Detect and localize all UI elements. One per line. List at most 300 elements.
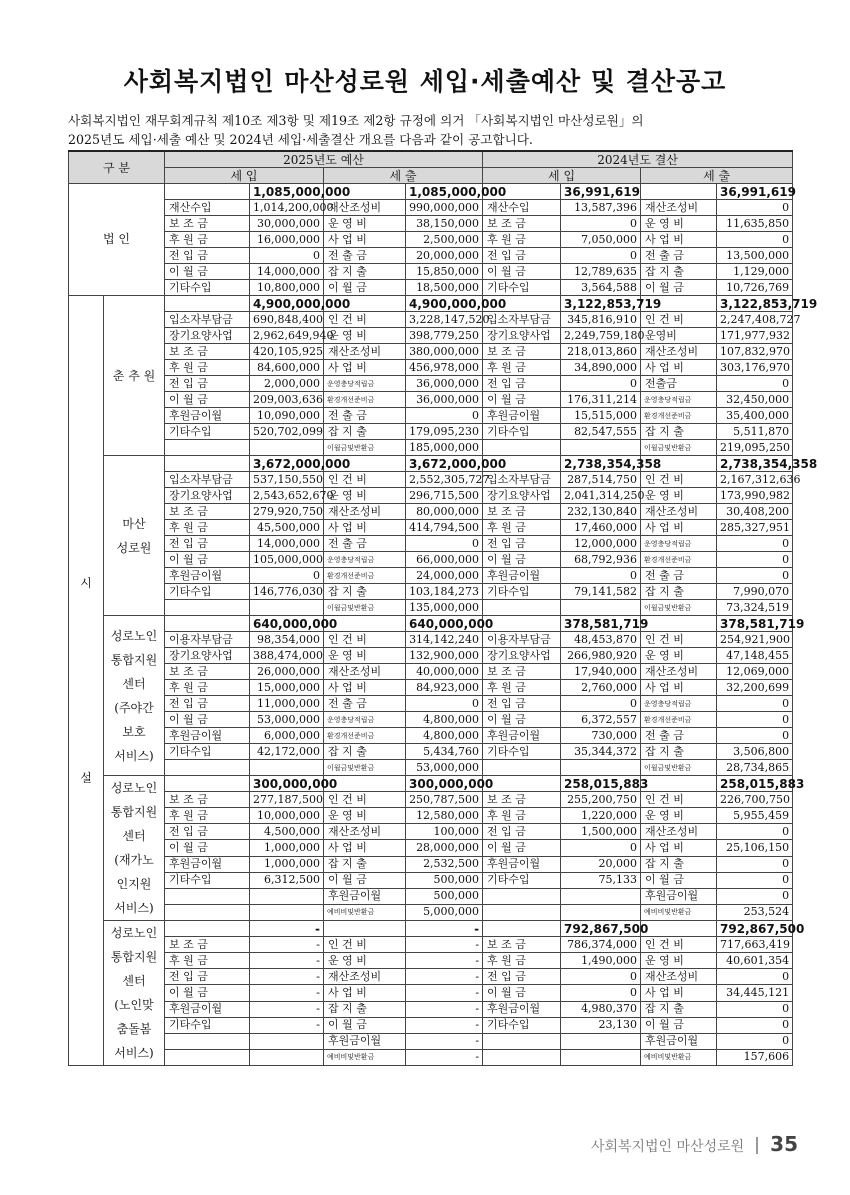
header-settle-expense: 세 출: [641, 168, 793, 184]
settle-expense-amount: 0: [717, 376, 793, 392]
settle-expense-total: 36,991,619: [717, 184, 793, 200]
settle-expense-item: 예비비및반환금: [641, 1049, 717, 1065]
budget-expense-amount: 15,850,000: [406, 264, 483, 280]
table-row: [69, 360, 793, 376]
budget-revenue-amount: 1,014,200,000: [250, 200, 324, 216]
budget-revenue-amount: 0: [250, 568, 324, 584]
blank-cell: [165, 776, 250, 792]
budget-revenue-item: 보 조 금: [165, 504, 250, 520]
settle-expense-item: 예비비및반환금: [641, 904, 717, 920]
budget-revenue-item: 후원금이월: [165, 856, 250, 872]
budget-expense-item: 잡 지 출: [324, 856, 406, 872]
settle-revenue-item: 입소자부담금: [483, 472, 561, 488]
budget-expense-item: 전 출 금: [324, 536, 406, 552]
settle-revenue-amount: [561, 1049, 641, 1065]
settle-revenue-amount: 1,220,000: [561, 808, 641, 824]
budget-expense-amount: 5,434,760: [406, 744, 483, 760]
table-row: [69, 552, 793, 568]
budget-revenue-amount: 84,600,000: [250, 360, 324, 376]
budget-expense-item: 이월금및반환금: [324, 600, 406, 616]
table-row: [69, 344, 793, 360]
page-title: 사회복지법인 마산성로원 세입·세출예산 및 결산공고: [123, 67, 727, 96]
budget-revenue-total: 1,085,000,000: [250, 184, 324, 200]
settle-expense-item: 잡 지 출: [641, 424, 717, 440]
budget-expense-item: 사 업 비: [324, 232, 406, 248]
settle-expense-amount: 2,167,312,636: [717, 472, 793, 488]
budget-expense-amount: 53,000,000: [406, 760, 483, 776]
table-row: [69, 664, 793, 680]
page-number: 35: [770, 1132, 798, 1156]
budget-expense-amount: 5,000,000: [406, 904, 483, 920]
budget-expense-amount: 4,800,000: [406, 712, 483, 728]
budget-expense-item: 이 월 금: [324, 1017, 406, 1033]
settle-expense-amount: 0: [717, 824, 793, 840]
blank-cell: [641, 921, 717, 937]
budget-revenue-amount: 2,000,000: [250, 376, 324, 392]
table-row: [69, 600, 793, 616]
settle-revenue-item: 보 조 금: [483, 664, 561, 680]
settle-expense-amount: 47,148,455: [717, 648, 793, 664]
budget-revenue-amount: 388,474,000: [250, 648, 324, 664]
settle-revenue-item: 보 조 금: [483, 937, 561, 953]
table-row: [69, 632, 793, 648]
settle-revenue-item: 입소자부담금: [483, 312, 561, 328]
settle-revenue-total: 378,581,719: [561, 616, 641, 632]
budget-expense-amount: 36,000,000: [406, 376, 483, 392]
settle-revenue-amount: 0: [561, 969, 641, 985]
budget-revenue-item: 장기요양사업: [165, 648, 250, 664]
budget-expense-amount: 398,779,250: [406, 328, 483, 344]
budget-expense-amount: 4,800,000: [406, 728, 483, 744]
settle-expense-amount: 1,129,000: [717, 264, 793, 280]
header-settle-revenue: 세 입: [483, 168, 641, 184]
settle-expense-item: 전 출 금: [641, 248, 717, 264]
settle-expense-amount: 285,327,951: [717, 520, 793, 536]
budget-expense-item: 이월금및반환금: [324, 760, 406, 776]
settle-revenue-item: 전 입 금: [483, 536, 561, 552]
budget-expense-total: -: [406, 921, 483, 937]
facility-group-label: 시 설: [69, 296, 104, 1066]
settle-revenue-item: 장기요양사업: [483, 328, 561, 344]
intro-line-2: 2025년도 세입·세출 예산 및 2024년 세입·세출결산 개요를 다음과 같이 공고합니다.: [68, 132, 533, 147]
budget-expense-item: 인 건 비: [324, 632, 406, 648]
table-row: [69, 392, 793, 408]
settle-expense-item: 사 업 비: [641, 232, 717, 248]
budget-expense-amount: 66,000,000: [406, 552, 483, 568]
section-name: 춘 추 원: [104, 296, 165, 456]
table-row: [69, 1033, 793, 1049]
settle-revenue-amount: [561, 440, 641, 456]
settle-revenue-item: 후 원 금: [483, 360, 561, 376]
table-row: [69, 969, 793, 985]
section-total-row: [69, 184, 793, 200]
budget-revenue-amount: -: [250, 953, 324, 969]
budget-revenue-amount: 10,090,000: [250, 408, 324, 424]
settle-revenue-item: 기타수입: [483, 1017, 561, 1033]
settle-expense-amount: 40,601,354: [717, 953, 793, 969]
budget-expense-amount: -: [406, 953, 483, 969]
table-row: [69, 488, 793, 504]
budget-revenue-amount: 0: [250, 248, 324, 264]
settle-revenue-amount: 2,760,000: [561, 680, 641, 696]
budget-revenue-amount: 209,003,636: [250, 392, 324, 408]
budget-revenue-item: 기타수입: [165, 424, 250, 440]
settle-revenue-item: 이 월 금: [483, 552, 561, 568]
budget-expense-amount: 103,184,273: [406, 584, 483, 600]
settle-expense-amount: 13,500,000: [717, 248, 793, 264]
budget-expense-amount: 990,000,000: [406, 200, 483, 216]
budget-revenue-item: [165, 600, 250, 616]
budget-expense-item: 잡 지 출: [324, 424, 406, 440]
settle-revenue-item: 후 원 금: [483, 680, 561, 696]
budget-expense-amount: 38,150,000: [406, 216, 483, 232]
budget-expense-item: 인 건 비: [324, 792, 406, 808]
settle-revenue-amount: 0: [561, 216, 641, 232]
settle-revenue-amount: 0: [561, 568, 641, 584]
budget-revenue-total: 3,672,000,000: [250, 456, 324, 472]
budget-revenue-item: 이 월 금: [165, 392, 250, 408]
budget-expense-item: 운영충당적립금: [324, 376, 406, 392]
settle-expense-amount: 0: [717, 969, 793, 985]
budget-expense-item: 환경개선준비금: [324, 568, 406, 584]
settle-expense-item: 전출금: [641, 376, 717, 392]
budget-revenue-item: [165, 1033, 250, 1049]
settle-revenue-amount: 13,587,396: [561, 200, 641, 216]
settle-revenue-amount: [561, 760, 641, 776]
budget-expense-amount: 185,000,000: [406, 440, 483, 456]
table-row: [69, 760, 793, 776]
table-row: [69, 904, 793, 920]
budget-revenue-amount: 45,500,000: [250, 520, 324, 536]
settle-expense-item: 이 월 금: [641, 280, 717, 296]
budget-expense-item: 운영충당적립금: [324, 712, 406, 728]
section-name: 성로노인 통합지원 센터 (주야간 보호 서비스): [104, 616, 165, 776]
settle-expense-item: 사 업 비: [641, 520, 717, 536]
section-total-row: [69, 921, 793, 937]
table-row: [69, 744, 793, 760]
settle-expense-item: 전 출 금: [641, 728, 717, 744]
table-row: [69, 376, 793, 392]
budget-expense-total: 1,085,000,000: [406, 184, 483, 200]
settle-revenue-item: [483, 904, 561, 920]
budget-revenue-amount: -: [250, 985, 324, 1001]
budget-expense-item: 사 업 비: [324, 520, 406, 536]
settle-expense-amount: 73,324,519: [717, 600, 793, 616]
settle-expense-item: 운 영 비: [641, 648, 717, 664]
settle-revenue-amount: 0: [561, 248, 641, 264]
budget-revenue-item: 입소자부담금: [165, 472, 250, 488]
budget-revenue-amount: 2,962,649,940: [250, 328, 324, 344]
budget-revenue-amount: [250, 600, 324, 616]
settle-revenue-amount: 20,000: [561, 856, 641, 872]
settle-expense-item: 재산조성비: [641, 344, 717, 360]
budget-revenue-amount: 6,312,500: [250, 872, 324, 888]
settle-revenue-item: [483, 1033, 561, 1049]
settle-expense-amount: 35,400,000: [717, 408, 793, 424]
budget-revenue-item: 후원금이월: [165, 408, 250, 424]
settle-revenue-item: 이 월 금: [483, 392, 561, 408]
budget-expense-item: 인 건 비: [324, 472, 406, 488]
budget-expense-item: 예비비및반환금: [324, 1049, 406, 1065]
blank-cell: [165, 921, 250, 937]
budget-expense-item: 운 영 비: [324, 808, 406, 824]
budget-expense-amount: -: [406, 969, 483, 985]
table-row: [69, 840, 793, 856]
settle-expense-item: 재산조성비: [641, 664, 717, 680]
budget-revenue-amount: 26,000,000: [250, 664, 324, 680]
table-row: [69, 424, 793, 440]
budget-expense-amount: 380,000,000: [406, 344, 483, 360]
budget-revenue-item: 장기요양사업: [165, 328, 250, 344]
settle-expense-item: 이 월 금: [641, 1017, 717, 1033]
settle-revenue-item: [483, 760, 561, 776]
table-row: [69, 888, 793, 904]
table-row: [69, 536, 793, 552]
settle-revenue-item: [483, 600, 561, 616]
settle-expense-amount: 0: [717, 856, 793, 872]
budget-expense-amount: -: [406, 1001, 483, 1017]
budget-expense-item: 이월금및반환금: [324, 440, 406, 456]
settle-revenue-amount: 17,940,000: [561, 664, 641, 680]
table-row: [69, 280, 793, 296]
budget-revenue-amount: 6,000,000: [250, 728, 324, 744]
settle-expense-item: 운 영 비: [641, 216, 717, 232]
settle-expense-amount: 0: [717, 1017, 793, 1033]
settle-revenue-amount: [561, 1033, 641, 1049]
settle-revenue-item: 장기요양사업: [483, 488, 561, 504]
settle-expense-item: 재산조성비: [641, 504, 717, 520]
budget-revenue-amount: 277,187,500: [250, 792, 324, 808]
settle-expense-amount: 25,106,150: [717, 840, 793, 856]
settle-expense-item: 재산조성비: [641, 824, 717, 840]
settle-revenue-amount: 12,789,635: [561, 264, 641, 280]
settle-revenue-item: 후원금이월: [483, 1001, 561, 1017]
settle-revenue-amount: 0: [561, 376, 641, 392]
table-row: [69, 1001, 793, 1017]
settle-expense-item: 사 업 비: [641, 840, 717, 856]
budget-expense-amount: 2,532,500: [406, 856, 483, 872]
budget-expense-item: 전 출 금: [324, 696, 406, 712]
budget-expense-amount: 80,000,000: [406, 504, 483, 520]
budget-revenue-amount: 279,920,750: [250, 504, 324, 520]
budget-revenue-total: 640,000,000: [250, 616, 324, 632]
table-row: [69, 1017, 793, 1033]
blank-cell: [641, 776, 717, 792]
settle-expense-amount: 226,700,750: [717, 792, 793, 808]
settle-revenue-item: 기타수입: [483, 424, 561, 440]
budget-expense-item: 사 업 비: [324, 840, 406, 856]
settle-expense-amount: 0: [717, 712, 793, 728]
budget-expense-item: 이 월 금: [324, 280, 406, 296]
settle-revenue-item: 이 월 금: [483, 840, 561, 856]
settle-expense-item: 전 출 금: [641, 568, 717, 584]
budget-expense-item: 사 업 비: [324, 360, 406, 376]
settle-revenue-item: 전 입 금: [483, 376, 561, 392]
budget-revenue-item: 이용자부담금: [165, 632, 250, 648]
budget-expense-amount: 414,794,500: [406, 520, 483, 536]
budget-revenue-amount: 98,354,000: [250, 632, 324, 648]
budget-expense-amount: 0: [406, 408, 483, 424]
settle-revenue-amount: 75,133: [561, 872, 641, 888]
section-name: 성로노인 통합지원 센터 (노인맞 춤돌봄 서비스): [104, 921, 165, 1066]
budget-revenue-item: 전 입 금: [165, 248, 250, 264]
settle-revenue-amount: 218,013,860: [561, 344, 641, 360]
settle-expense-amount: 32,200,699: [717, 680, 793, 696]
settle-revenue-item: [483, 440, 561, 456]
budget-revenue-item: 기타수입: [165, 584, 250, 600]
budget-expense-item: 운 영 비: [324, 648, 406, 664]
header-settlement-2024: 2024년도 결산: [483, 151, 793, 168]
section-name: 마산 성로원: [104, 456, 165, 616]
settle-revenue-item: 이 월 금: [483, 712, 561, 728]
settle-expense-total: 258,015,883: [717, 776, 793, 792]
table-row: [69, 200, 793, 216]
table-row: [69, 680, 793, 696]
budget-revenue-amount: -: [250, 937, 324, 953]
settle-revenue-item: 보 조 금: [483, 504, 561, 520]
settle-expense-item: 인 건 비: [641, 472, 717, 488]
settle-revenue-item: 기타수입: [483, 280, 561, 296]
budget-revenue-amount: 420,105,925: [250, 344, 324, 360]
settle-revenue-item: 전 입 금: [483, 969, 561, 985]
budget-expense-item: 후원금이월: [324, 1033, 406, 1049]
budget-expense-amount: 500,000: [406, 888, 483, 904]
budget-expense-item: 재산조성비: [324, 969, 406, 985]
settle-revenue-item: 보 조 금: [483, 344, 561, 360]
budget-expense-amount: 20,000,000: [406, 248, 483, 264]
settle-revenue-amount: 34,890,000: [561, 360, 641, 376]
table-row: [69, 584, 793, 600]
settle-expense-amount: 32,450,000: [717, 392, 793, 408]
budget-expense-total: 640,000,000: [406, 616, 483, 632]
table-row: [69, 1049, 793, 1065]
budget-expense-amount: 0: [406, 536, 483, 552]
budget-revenue-amount: [250, 1049, 324, 1065]
settle-revenue-item: 기타수입: [483, 872, 561, 888]
section-name-law: 법 인: [69, 184, 165, 296]
budget-revenue-amount: [250, 904, 324, 920]
settle-revenue-item: 후원금이월: [483, 568, 561, 584]
settle-revenue-item: 기타수입: [483, 744, 561, 760]
settle-expense-item: 잡 지 출: [641, 584, 717, 600]
table-row: [69, 568, 793, 584]
budget-expense-item: 환경개선준비금: [324, 392, 406, 408]
budget-expense-amount: 0: [406, 696, 483, 712]
settle-expense-amount: 0: [717, 1001, 793, 1017]
budget-expense-amount: 250,787,500: [406, 792, 483, 808]
budget-revenue-item: 후 원 금: [165, 360, 250, 376]
table-row: [69, 408, 793, 424]
settle-revenue-amount: 17,460,000: [561, 520, 641, 536]
budget-revenue-item: 이 월 금: [165, 552, 250, 568]
budget-revenue-item: 후원금이월: [165, 568, 250, 584]
budget-expense-item: 운 영 비: [324, 953, 406, 969]
budget-revenue-amount: 10,800,000: [250, 280, 324, 296]
table-row: [69, 985, 793, 1001]
settle-expense-item: 이월금및반환금: [641, 760, 717, 776]
budget-revenue-amount: 1,000,000: [250, 840, 324, 856]
settle-expense-amount: 0: [717, 568, 793, 584]
budget-revenue-amount: 105,000,000: [250, 552, 324, 568]
budget-expense-amount: 132,900,000: [406, 648, 483, 664]
budget-settlement-table: [68, 150, 818, 1066]
settle-expense-amount: 0: [717, 200, 793, 216]
settle-revenue-amount: 2,041,314,250: [561, 488, 641, 504]
budget-expense-item: 재산조성비: [324, 344, 406, 360]
table-row: [69, 472, 793, 488]
settle-revenue-amount: 786,374,000: [561, 937, 641, 953]
table-row: [69, 824, 793, 840]
budget-expense-amount: 2,552,305,727: [406, 472, 483, 488]
budget-expense-amount: 100,000: [406, 824, 483, 840]
settle-expense-amount: 7,990,070: [717, 584, 793, 600]
budget-expense-total: 4,900,000,000: [406, 296, 483, 312]
budget-revenue-item: 보 조 금: [165, 792, 250, 808]
budget-expense-item: 예비비및반환금: [324, 904, 406, 920]
budget-revenue-item: 이 월 금: [165, 985, 250, 1001]
settle-revenue-amount: 4,980,370: [561, 1001, 641, 1017]
settle-revenue-item: [483, 888, 561, 904]
settle-revenue-amount: 2,249,759,180: [561, 328, 641, 344]
settle-revenue-item: 후 원 금: [483, 520, 561, 536]
settle-expense-item: 환경개선준비금: [641, 552, 717, 568]
section-total-row: [69, 776, 793, 792]
budget-expense-item: 인 건 비: [324, 937, 406, 953]
settle-expense-item: 사 업 비: [641, 680, 717, 696]
budget-revenue-item: [165, 760, 250, 776]
budget-revenue-amount: 15,000,000: [250, 680, 324, 696]
settle-revenue-amount: 1,490,000: [561, 953, 641, 969]
settle-expense-amount: 717,663,419: [717, 937, 793, 953]
settle-expense-item: 운영충당적립금: [641, 392, 717, 408]
blank-cell: [165, 296, 250, 312]
budget-expense-amount: 2,500,000: [406, 232, 483, 248]
settle-revenue-amount: 0: [561, 840, 641, 856]
budget-expense-item: 환경개선준비금: [324, 728, 406, 744]
settle-revenue-amount: 82,547,555: [561, 424, 641, 440]
budget-revenue-item: 보 조 금: [165, 344, 250, 360]
budget-expense-item: 운 영 비: [324, 488, 406, 504]
settle-revenue-item: 후 원 금: [483, 808, 561, 824]
budget-revenue-item: 이 월 금: [165, 712, 250, 728]
budget-expense-item: 잡 지 출: [324, 744, 406, 760]
settle-revenue-amount: 12,000,000: [561, 536, 641, 552]
budget-expense-item: 잡 지 출: [324, 584, 406, 600]
budget-expense-amount: 314,142,240: [406, 632, 483, 648]
settle-revenue-amount: 255,200,750: [561, 792, 641, 808]
settle-expense-amount: 157,606: [717, 1049, 793, 1065]
settle-expense-item: 운 영 비: [641, 808, 717, 824]
settle-revenue-total: 792,867,500: [561, 921, 641, 937]
settle-expense-item: 재산조성비: [641, 969, 717, 985]
budget-revenue-amount: 2,543,652,670: [250, 488, 324, 504]
budget-revenue-amount: 30,000,000: [250, 216, 324, 232]
budget-revenue-item: 보 조 금: [165, 216, 250, 232]
budget-revenue-amount: 537,150,550: [250, 472, 324, 488]
header-gubun: 구 분: [69, 151, 165, 184]
budget-expense-item: 잡 지 출: [324, 1001, 406, 1017]
budget-expense-item: 후원금이월: [324, 888, 406, 904]
budget-expense-amount: 135,000,000: [406, 600, 483, 616]
budget-expense-item: 전 출 금: [324, 248, 406, 264]
section-name: 성로노인 통합지원 센터 (재가노 인지원 서비스): [104, 776, 165, 921]
settle-revenue-item: 후원금이월: [483, 728, 561, 744]
settle-revenue-amount: 1,500,000: [561, 824, 641, 840]
table-row: [69, 248, 793, 264]
settle-expense-amount: 28,734,865: [717, 760, 793, 776]
budget-expense-item: 운 영 비: [324, 216, 406, 232]
budget-revenue-item: 재산수입: [165, 200, 250, 216]
